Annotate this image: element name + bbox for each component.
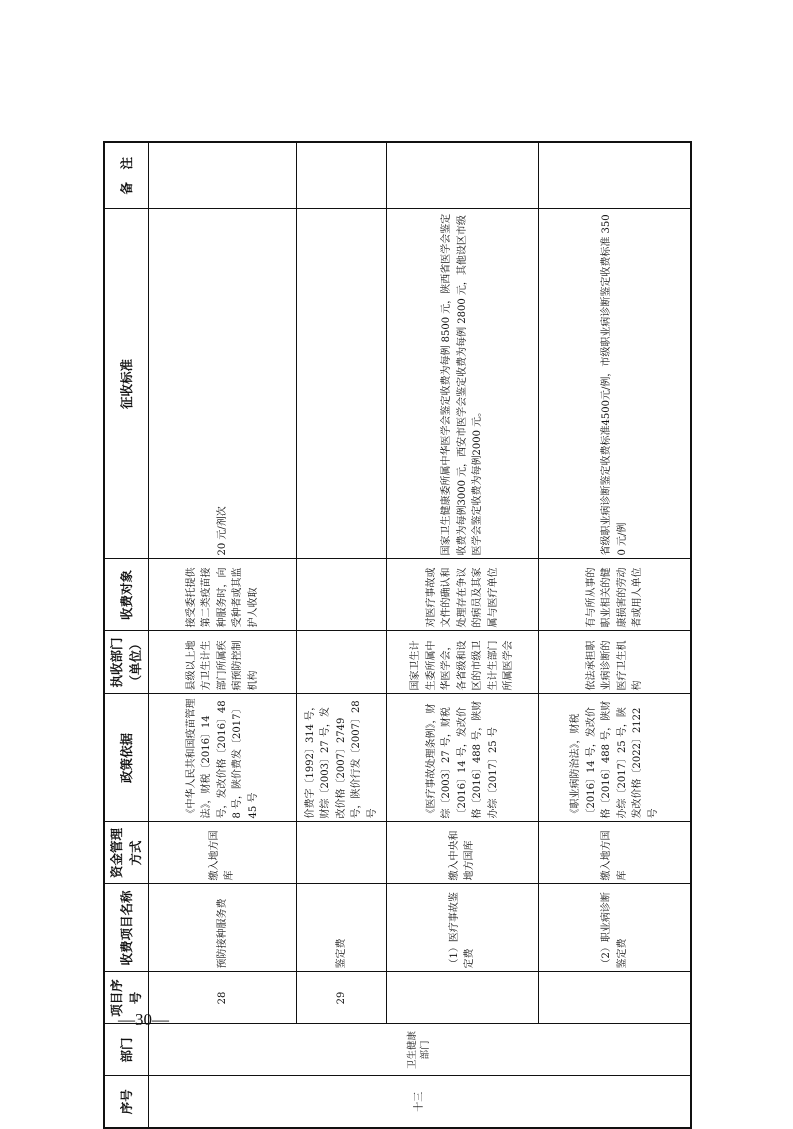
row-item-no [538, 972, 691, 1024]
header-dept: 部门 [104, 1024, 148, 1076]
row-policy: 《医疗事故处理条例》，财综〔2003〕27 号，财税〔2016〕14 号，发改价格〔2016〕488 号，陕财办综〔2017〕25 号 [386, 694, 538, 822]
row-item-no: 28 [148, 972, 296, 1024]
header-item-name: 收费项目名称 [104, 884, 148, 972]
row-collector [296, 631, 386, 694]
header-seq: 序号 [104, 1076, 148, 1128]
rotated-table-wrapper [103, 141, 690, 1129]
fee-table [103, 141, 692, 1129]
row-policy: 价费字〔1992〕314 号，财综〔2003〕27 号，发改价格〔2007〕2749 号，陕价行发〔2007〕28 号 [296, 694, 386, 822]
row-item-name: 预防接种服务费 [148, 884, 296, 972]
header-row [104, 142, 148, 1128]
row-fund-mgmt: 缴入地方国库 [538, 822, 691, 884]
page-number: —30— [118, 1010, 169, 1029]
row-policy: 《中华人民共和国疫苗管理法》，财税〔2016〕14 号，发改价格〔2016〕488 号，陕价费发〔2017〕45 号 [148, 694, 296, 822]
header-fund-mgmt: 资金管理方式 [104, 822, 148, 884]
row-item-name: （2）职业病诊断鉴定费 [538, 884, 691, 972]
row-collector: 国家卫生计生委所属中华医学会，各省级和设区的市级卫生计生部门所属医学会 [386, 631, 538, 694]
group-seq: 十三 [148, 1076, 691, 1128]
row-fund-mgmt [296, 822, 386, 884]
row-standard: 20 元/剂次 [148, 209, 296, 559]
row-standard: 省级职业病诊断鉴定收费标准4500元/例，市级职业病诊断鉴定收费标准 3500 元/例 [538, 209, 691, 559]
header-collector: 执收部门（单位） [104, 631, 148, 694]
group-dept-label: 卫生健康部门 [406, 1030, 431, 1069]
row-remark [148, 142, 296, 209]
table-row [538, 142, 691, 1128]
row-item-no [386, 972, 538, 1024]
row-item-no: 29 [296, 972, 386, 1024]
row-standard: 国家卫生健康委所属中华医学会鉴定收费为每例 8500 元，陕西省医学会鉴定收费为每例3000 元，西安市医学会鉴定收费为每例 2800 元，其他设区市级医学会鉴定收费为每例2000 元。 [386, 209, 538, 559]
row-target: 接受委托提供第二类疫苗接种服务时，向受种者或其监护人收取 [148, 559, 296, 631]
row-target: 有与所从事的职业相关的健康损害的劳动者或用人单位 [538, 559, 691, 631]
row-item-name: 鉴定费 [296, 884, 386, 972]
header-standard: 征收标准 [104, 209, 148, 559]
row-remark [296, 142, 386, 209]
row-item-name: （1）医疗事故鉴定费 [386, 884, 538, 972]
row-fund-mgmt: 缴入中央和地方国库 [386, 822, 538, 884]
table-row [386, 142, 538, 1128]
row-collector: 依法承担职业病诊断的医疗卫生机构 [538, 631, 691, 694]
row-standard [296, 209, 386, 559]
header-item-no: 项目序号 [104, 972, 148, 1024]
row-target: 对医疗事故或文件的确认和处理存在争议的病员及其家属与医疗单位 [386, 559, 538, 631]
table-row [296, 142, 386, 1128]
header-target: 收费对象 [104, 559, 148, 631]
row-fund-mgmt: 缴入地方国库 [148, 822, 296, 884]
row-target [296, 559, 386, 631]
row-remark [386, 142, 538, 209]
table-row [148, 142, 296, 1128]
row-collector: 县级以上地方卫生计生部门所属疾病预防控制机构 [148, 631, 296, 694]
group-dept [148, 1024, 691, 1076]
header-policy: 政策依据 [104, 694, 148, 822]
header-remark: 备 注 [104, 142, 148, 209]
row-policy: 《职业病防治法》，财税〔2016〕14 号，发改价格〔2016〕488 号，陕财办综〔2017〕25 号，陕发改价格〔2022〕2122 号 [538, 694, 691, 822]
row-remark [538, 142, 691, 209]
